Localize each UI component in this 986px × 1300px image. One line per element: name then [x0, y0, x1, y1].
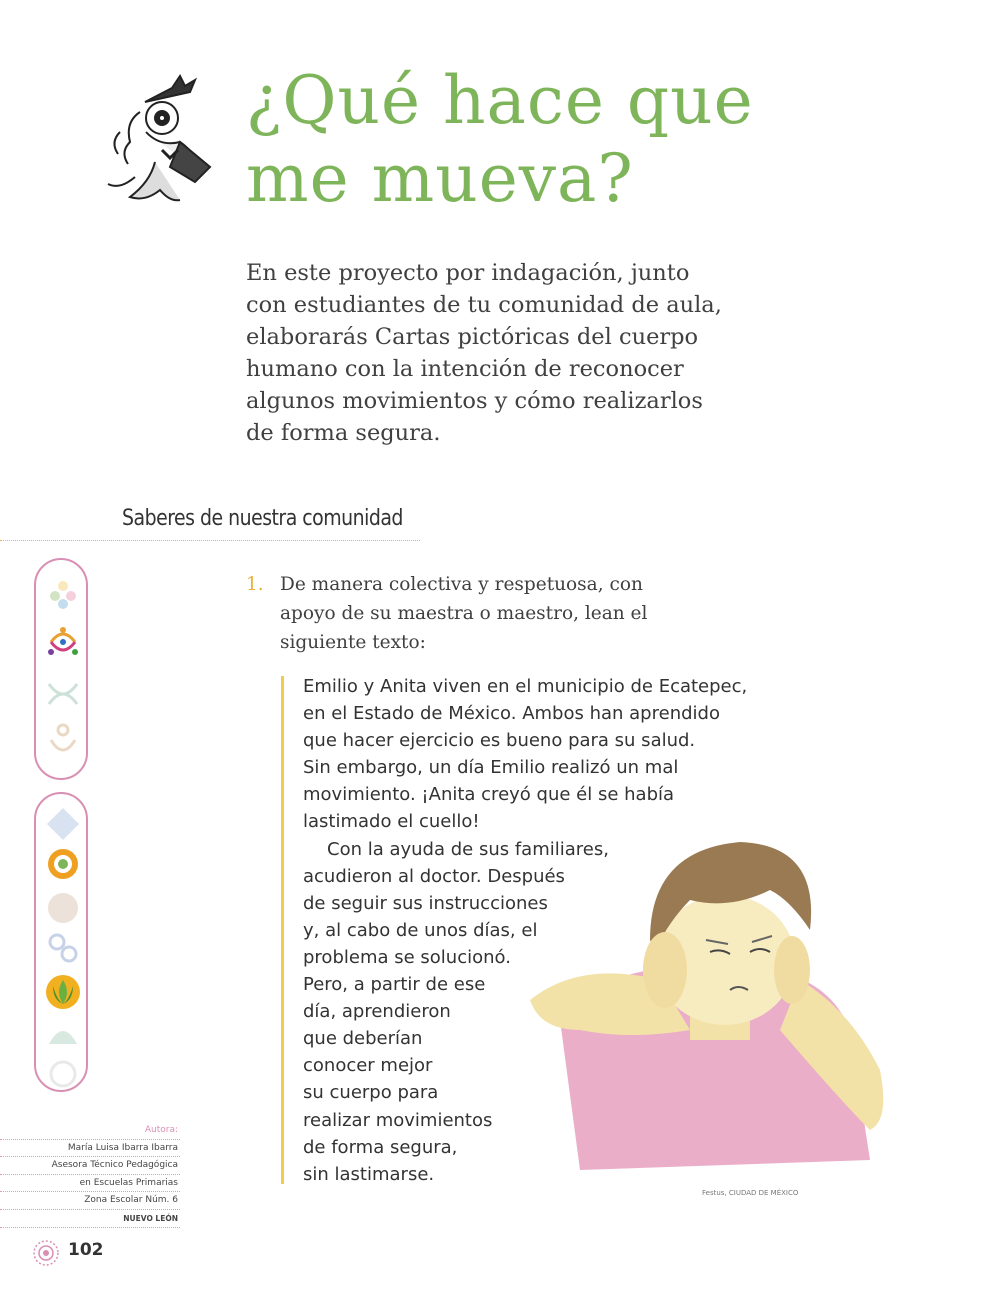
page-title: [246, 62, 886, 218]
quote-bar: [281, 676, 284, 1184]
story-line: lastimado el cuello!: [303, 811, 480, 833]
story-line: de forma segura,: [303, 1136, 458, 1158]
story-text: [303, 673, 803, 1188]
story-line: Sin embargo, un día Emilio realizó un mal: [303, 757, 679, 779]
story-line: realizar movimientos: [303, 1109, 493, 1131]
people-circle-icon: [43, 622, 83, 662]
author-role: Asesora Técnico Pedagógica: [0, 1157, 180, 1175]
story-line: día, aprendieron: [303, 1001, 451, 1023]
step-line: siguiente texto:: [280, 632, 426, 653]
codex-glyph-icon: [100, 72, 220, 212]
story-line: Emilio y Anita viven en el municipio de Ecatepec,: [303, 676, 748, 697]
faded-square-icon: [43, 888, 83, 928]
story-line: su cuerpo para: [303, 1082, 439, 1104]
faded-diamond-icon: [43, 804, 83, 844]
faded-circle-icon: [43, 1054, 83, 1094]
story-line: Con la ayuda de sus familiares,: [327, 838, 609, 860]
intro-line: con estudiantes de tu comunidad de aula,: [246, 292, 722, 318]
faded-flower-icon: [43, 574, 83, 614]
illustration-credit: Festus, CIUDAD DE MÉXICO: [702, 1189, 799, 1197]
step-number: 1.: [246, 574, 264, 595]
intro-line: humano con la intención de reconocer: [246, 356, 684, 382]
intro-line: En este proyecto por indagación, junto: [246, 260, 690, 286]
intro-line: algunos movimientos y cómo realizarlos: [246, 388, 703, 414]
page-sun-icon: [32, 1239, 60, 1267]
author-label: Autora:: [0, 1122, 180, 1140]
story-line: conocer mejor: [303, 1055, 433, 1077]
story-line: sin lastimarse.: [303, 1163, 435, 1185]
section-divider: [0, 540, 420, 541]
section-heading: Saberes de nuestra comunidad: [122, 506, 403, 531]
story-line: y, al cabo de unos días, el: [303, 919, 538, 941]
faded-figure-icon: [43, 720, 83, 760]
author-role: en Escuelas Primarias: [0, 1175, 180, 1193]
faded-knot-icon: [43, 674, 83, 714]
title-line-2: me mueva?: [246, 140, 634, 217]
fields-sidebar-top: [34, 558, 88, 780]
story-line: que deberían: [303, 1028, 423, 1050]
author-state: NUEVO LEÓN: [0, 1210, 180, 1228]
author-credits: [0, 1122, 180, 1228]
author-zone: Zona Escolar Núm. 6: [0, 1192, 180, 1210]
story-line: movimiento. ¡Anita creyó que él se había: [303, 784, 675, 806]
step-line: apoyo de su maestra o maestro, lean el: [280, 603, 648, 624]
ring-icon: [43, 844, 83, 884]
story-line: Pero, a partir de ese: [303, 974, 486, 996]
intro-line: elaborarás Cartas pictóricas del cuerpo: [246, 324, 699, 350]
lotus-icon: [43, 972, 83, 1012]
story-line: en el Estado de México. Ambos han aprendido: [303, 703, 720, 725]
page-number: 102: [68, 1240, 104, 1260]
story-line: que hacer ejercicio es bueno para su salud.: [303, 730, 696, 752]
story-line: problema se solucionó.: [303, 946, 511, 968]
faded-dome-icon: [43, 1016, 83, 1056]
story-line: acudieron al doctor. Después: [303, 865, 565, 887]
author-name: María Luisa Ibarra Ibarra: [0, 1140, 180, 1158]
intro-paragraph: [246, 257, 786, 449]
step-line: De manera colectiva y respetuosa, con: [280, 574, 643, 595]
fields-sidebar-bottom: [34, 792, 88, 1092]
story-line: de seguir sus instrucciones: [303, 892, 548, 914]
faded-chain-icon: [43, 928, 83, 968]
step-text: [280, 570, 700, 657]
title-line-1: ¿Qué hace que: [246, 62, 754, 139]
intro-line: de forma segura.: [246, 420, 441, 446]
